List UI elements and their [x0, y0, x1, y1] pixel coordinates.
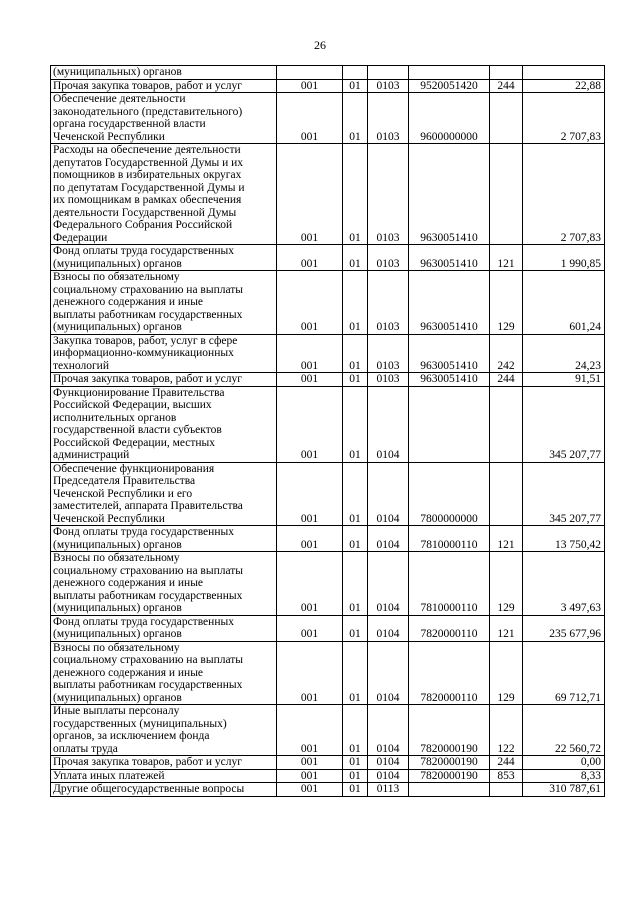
table-row	[51, 245, 605, 271]
section-code-cell: 01	[343, 641, 368, 705]
target-item-code-cell: 7820000110	[409, 615, 490, 641]
section-code-cell: 01	[343, 93, 368, 144]
expense-type-code-cell	[490, 93, 523, 144]
section-code-cell: 01	[343, 271, 368, 335]
section-code-cell: 01	[343, 245, 368, 271]
amount-cell: 2 707,83	[523, 93, 605, 144]
subsection-code-cell: 0103	[368, 93, 409, 144]
expense-name-cell: Прочая закупка товаров, работ и услуг	[51, 756, 277, 770]
target-item-code-cell: 9630051410	[409, 144, 490, 245]
department-code-cell	[277, 66, 343, 80]
table-row	[51, 93, 605, 144]
target-item-code-cell	[409, 386, 490, 462]
expense-name-cell: Функционирование Правительства Российской Федерации, высших исполнительных органов государственной власти субъектов Российской Федерации, местных администраций	[51, 386, 277, 462]
table-row	[51, 526, 605, 552]
table-row	[51, 144, 605, 245]
expense-name-cell: Взносы по обязательному социальному страхованию на выплаты денежного содержания и иные выплаты работникам государственных (муниципальных) органов	[51, 271, 277, 335]
expense-type-code-cell: 122	[490, 705, 523, 756]
expense-type-code-cell	[490, 386, 523, 462]
department-code-cell: 001	[277, 373, 343, 387]
expense-type-code-cell	[490, 144, 523, 245]
section-code-cell: 01	[343, 526, 368, 552]
department-code-cell: 001	[277, 552, 343, 616]
department-code-cell: 001	[277, 79, 343, 93]
target-item-code-cell: 7820000110	[409, 641, 490, 705]
department-code-cell: 001	[277, 641, 343, 705]
expense-name-cell: Взносы по обязательному социальному страхованию на выплаты денежного содержания и иные выплаты работникам государственных (муниципальных) органов	[51, 641, 277, 705]
department-code-cell: 001	[277, 615, 343, 641]
expense-type-code-cell: 129	[490, 641, 523, 705]
target-item-code-cell: 7800000000	[409, 462, 490, 526]
subsection-code-cell: 0104	[368, 615, 409, 641]
amount-cell: 24,23	[523, 334, 605, 373]
expense-type-code-cell: 244	[490, 373, 523, 387]
target-item-code-cell: 9630051410	[409, 334, 490, 373]
expense-type-code-cell: 244	[490, 756, 523, 770]
amount-cell: 601,24	[523, 271, 605, 335]
expense-name-cell: Фонд оплаты труда государственных (муниципальных) органов	[51, 245, 277, 271]
target-item-code-cell: 9630051410	[409, 373, 490, 387]
table-row	[51, 705, 605, 756]
subsection-code-cell: 0103	[368, 245, 409, 271]
subsection-code-cell: 0104	[368, 462, 409, 526]
table-row	[51, 462, 605, 526]
table-row	[51, 641, 605, 705]
section-code-cell: 01	[343, 462, 368, 526]
section-code-cell: 01	[343, 615, 368, 641]
department-code-cell: 001	[277, 756, 343, 770]
table-row	[51, 66, 605, 80]
amount-cell: 22 560,72	[523, 705, 605, 756]
section-code-cell: 01	[343, 144, 368, 245]
amount-cell	[523, 66, 605, 80]
expense-name-cell: (муниципальных) органов	[51, 66, 277, 80]
table-row	[51, 271, 605, 335]
subsection-code-cell	[368, 66, 409, 80]
section-code-cell: 01	[343, 79, 368, 93]
subsection-code-cell: 0104	[368, 386, 409, 462]
page-number: 26	[314, 38, 326, 52]
expense-type-code-cell: 121	[490, 615, 523, 641]
amount-cell: 0,00	[523, 756, 605, 770]
department-code-cell: 001	[277, 705, 343, 756]
expense-name-cell: Обеспечение функционирования Председателя Правительства Чеченской Республики и его заместителей, аппарата Правительства Чеченской Республики	[51, 462, 277, 526]
section-code-cell: 01	[343, 705, 368, 756]
target-item-code-cell: 9630051410	[409, 245, 490, 271]
expense-type-code-cell	[490, 783, 523, 797]
amount-cell: 8,33	[523, 769, 605, 783]
target-item-code-cell: 7820000190	[409, 756, 490, 770]
table-body	[51, 66, 605, 797]
section-code-cell: 01	[343, 783, 368, 797]
target-item-code-cell: 9520051420	[409, 79, 490, 93]
target-item-code-cell: 7820000190	[409, 705, 490, 756]
expense-name-cell: Уплата иных платежей	[51, 769, 277, 783]
amount-cell: 22,88	[523, 79, 605, 93]
amount-cell: 345 207,77	[523, 386, 605, 462]
amount-cell: 13 750,42	[523, 526, 605, 552]
department-code-cell: 001	[277, 93, 343, 144]
expense-name-cell: Иные выплаты персоналу государственных (муниципальных) органов, за исключением фонда оплаты труда	[51, 705, 277, 756]
department-code-cell: 001	[277, 271, 343, 335]
table-row	[51, 552, 605, 616]
table-row	[51, 386, 605, 462]
table-row	[51, 334, 605, 373]
amount-cell: 69 712,71	[523, 641, 605, 705]
subsection-code-cell: 0103	[368, 334, 409, 373]
amount-cell: 235 677,96	[523, 615, 605, 641]
expense-name-cell: Расходы на обеспечение деятельности депутатов Государственной Думы и их помощников в избирательных округах по депутатам Государственной Думы и их помощникам в рамках обеспечения деятельности Государственной Думы Федерального Собрания Российской Федерации	[51, 144, 277, 245]
table-row	[51, 373, 605, 387]
table-row	[51, 79, 605, 93]
department-code-cell: 001	[277, 462, 343, 526]
expense-name-cell: Взносы по обязательному социальному страхованию на выплаты денежного содержания и иные выплаты работникам государственных (муниципальных) органов	[51, 552, 277, 616]
amount-cell: 91,51	[523, 373, 605, 387]
target-item-code-cell: 7810000110	[409, 526, 490, 552]
expense-type-code-cell: 121	[490, 245, 523, 271]
department-code-cell: 001	[277, 783, 343, 797]
subsection-code-cell: 0104	[368, 756, 409, 770]
section-code-cell: 01	[343, 769, 368, 783]
table-row	[51, 783, 605, 797]
subsection-code-cell: 0113	[368, 783, 409, 797]
expense-type-code-cell: 129	[490, 271, 523, 335]
department-code-cell: 001	[277, 769, 343, 783]
target-item-code-cell: 9600000000	[409, 93, 490, 144]
expense-name-cell: Фонд оплаты труда государственных (муниципальных) органов	[51, 615, 277, 641]
section-code-cell: 01	[343, 386, 368, 462]
expense-name-cell: Прочая закупка товаров, работ и услуг	[51, 373, 277, 387]
subsection-code-cell: 0104	[368, 769, 409, 783]
expense-type-code-cell: 129	[490, 552, 523, 616]
table-row	[51, 615, 605, 641]
expense-name-cell: Закупка товаров, работ, услуг в сфере информационно-коммуникационных технологий	[51, 334, 277, 373]
budget-table	[50, 65, 605, 797]
expense-type-code-cell	[490, 66, 523, 80]
table-row	[51, 756, 605, 770]
subsection-code-cell: 0104	[368, 641, 409, 705]
expense-name-cell: Обеспечение деятельности законодательного (представительного) органа государственной власти Чеченской Республики	[51, 93, 277, 144]
department-code-cell: 001	[277, 144, 343, 245]
amount-cell: 3 497,63	[523, 552, 605, 616]
amount-cell: 2 707,83	[523, 144, 605, 245]
expense-type-code-cell: 121	[490, 526, 523, 552]
expense-name-cell: Прочая закупка товаров, работ и услуг	[51, 79, 277, 93]
table-row	[51, 769, 605, 783]
department-code-cell: 001	[277, 245, 343, 271]
expense-type-code-cell: 853	[490, 769, 523, 783]
target-item-code-cell: 7820000190	[409, 769, 490, 783]
department-code-cell: 001	[277, 526, 343, 552]
expense-name-cell: Другие общегосударственные вопросы	[51, 783, 277, 797]
subsection-code-cell: 0104	[368, 552, 409, 616]
expense-name-cell: Фонд оплаты труда государственных (муниципальных) органов	[51, 526, 277, 552]
amount-cell: 1 990,85	[523, 245, 605, 271]
section-code-cell: 01	[343, 756, 368, 770]
amount-cell: 310 787,61	[523, 783, 605, 797]
subsection-code-cell: 0103	[368, 373, 409, 387]
amount-cell: 345 207,77	[523, 462, 605, 526]
section-code-cell: 01	[343, 552, 368, 616]
section-code-cell: 01	[343, 373, 368, 387]
expense-type-code-cell: 244	[490, 79, 523, 93]
section-code-cell: 01	[343, 334, 368, 373]
target-item-code-cell: 7810000110	[409, 552, 490, 616]
department-code-cell: 001	[277, 386, 343, 462]
subsection-code-cell: 0104	[368, 705, 409, 756]
subsection-code-cell: 0103	[368, 144, 409, 245]
subsection-code-cell: 0104	[368, 526, 409, 552]
expense-type-code-cell: 242	[490, 334, 523, 373]
target-item-code-cell	[409, 66, 490, 80]
subsection-code-cell: 0103	[368, 271, 409, 335]
expense-type-code-cell	[490, 462, 523, 526]
subsection-code-cell: 0103	[368, 79, 409, 93]
target-item-code-cell: 9630051410	[409, 271, 490, 335]
section-code-cell	[343, 66, 368, 80]
target-item-code-cell	[409, 783, 490, 797]
department-code-cell: 001	[277, 334, 343, 373]
